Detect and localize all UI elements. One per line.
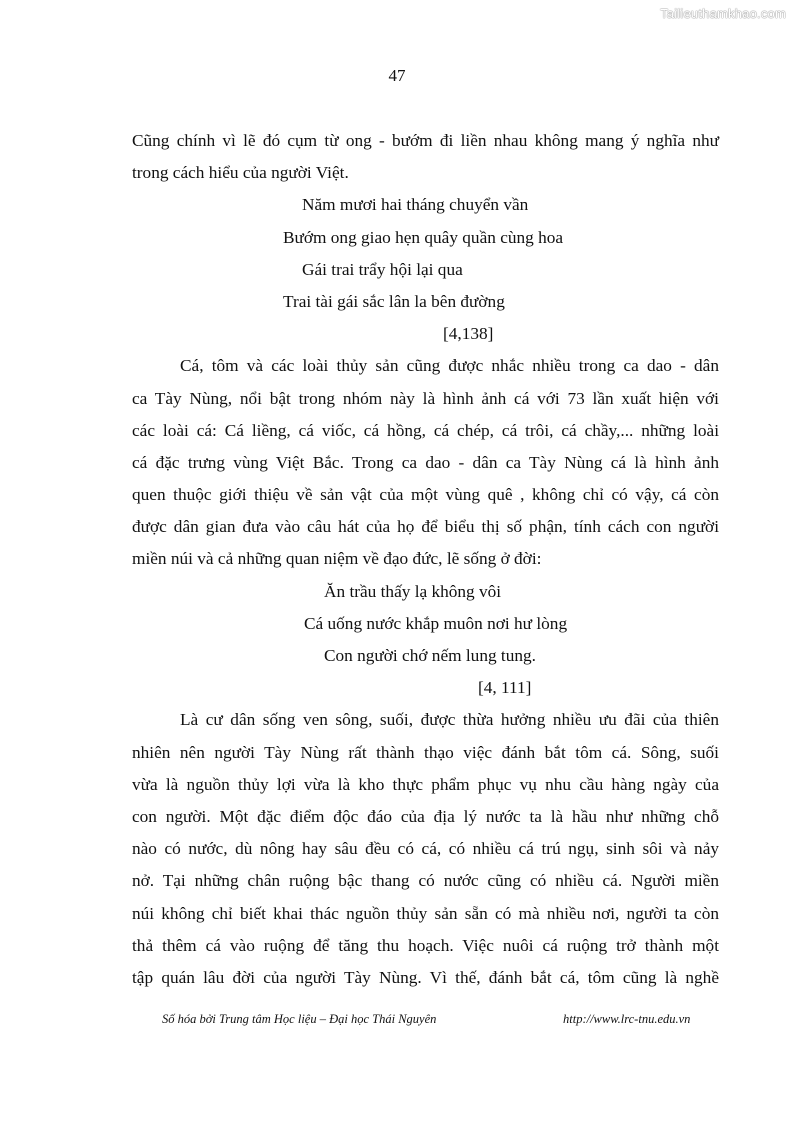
paragraph-line: thả thêm cá vào ruộng để tăng thu hoạch. Việc nuôi cá ruộng trở thành một [132,935,719,955]
paragraph-line: quen thuộc giới thiệu về sản vật của một vùng quê , không chỉ có vậy, cá còn [132,485,719,505]
paragraph-line: Là cư dân sống ven sông, suối, được thừa hưởng nhiều ưu đãi của thiên [180,710,719,730]
verse-line: Ăn trầu thấy lạ không vôi [324,581,502,601]
paragraph-line: cá đặc trưng vùng Việt Bắc. Trong ca dao - dân ca Tày Nùng cá là hình ảnh [132,452,719,472]
paragraph-line: tập quán lâu đời của người Tày Nùng. Vì thế, đánh bắt cá, tôm cũng là nghề [132,967,719,987]
citation: [4,138] [443,324,494,344]
paragraph-line: ca Tày Nùng, nổi bật trong nhóm này là hình ảnh cá với 73 lần xuất hiện với [132,388,719,408]
verse-line: Trai tài gái sắc lân la bên đường [283,291,505,311]
paragraph-line: được dân gian đưa vào câu hát của họ để biểu thị số phận, tính cách con người [132,517,719,537]
watermark-text: Tailieuthamkhao.com [660,6,786,21]
body-text [132,125,719,994]
page-number: 47 [388,66,406,85]
footer-url: http://www.lrc-tnu.edu.vn [563,1012,691,1026]
citation: [4, 111] [478,678,532,698]
paragraph-line: các loài cá: Cá liềng, cá viốc, cá hồng, cá chép, cá trôi, cá chầy,... những loài [132,420,719,440]
paragraph-line: miền núi và cả những quan niệm về đạo đức, lẽ sống ở đời: [132,549,542,569]
paragraph-line: Cũng chính vì lẽ đó cụm từ ong - bướm đi liền nhau không mang ý nghĩa như [132,131,719,150]
verse-line: Cá uống nước khắp muôn nơi hư lòng [304,613,568,633]
paragraph-line: nở. Tại những chân ruộng bậc thang có nước cũng có nhiều cá. Người miền [132,871,719,891]
verse-line: Bướm ong giao hẹn quây quần cùng hoa [283,227,564,247]
paragraph-line: trong cách hiểu của người Việt. [132,163,349,183]
footer-source: Số hóa bởi Trung tâm Học liệu – Đại học Thái Nguyên [162,1012,437,1026]
verse-line: Năm mươi hai tháng chuyển vần [302,195,529,215]
paragraph-line: Cá, tôm và các loài thủy sản cũng được nhắc nhiều trong ca dao - dân [180,356,719,376]
paragraph-line: nào có nước, dù nông hay sâu đều có cá, có nhiều cá trú ngụ, sinh sôi và nảy [132,839,719,859]
paragraph-line: núi không chỉ biết khai thác nguồn thủy sản sẵn có mà nhiều nơi, người ta còn [132,903,719,923]
verse-line: Gái trai trẩy hội lại qua [302,259,463,279]
verse-line: Con người chớ nếm lung tung. [324,646,536,665]
paragraph-line: vừa là nguồn thủy lợi vừa là kho thực phẩm phục vụ nhu cầu hàng ngày của [132,774,719,794]
paragraph-line: con người. Một đặc điểm độc đáo của địa lý nước ta là hầu như những chỗ [132,806,719,826]
paragraph-line: nhiên nên người Tày Nùng rất thành thạo việc đánh bắt tôm cá. Sông, suối [132,742,719,762]
